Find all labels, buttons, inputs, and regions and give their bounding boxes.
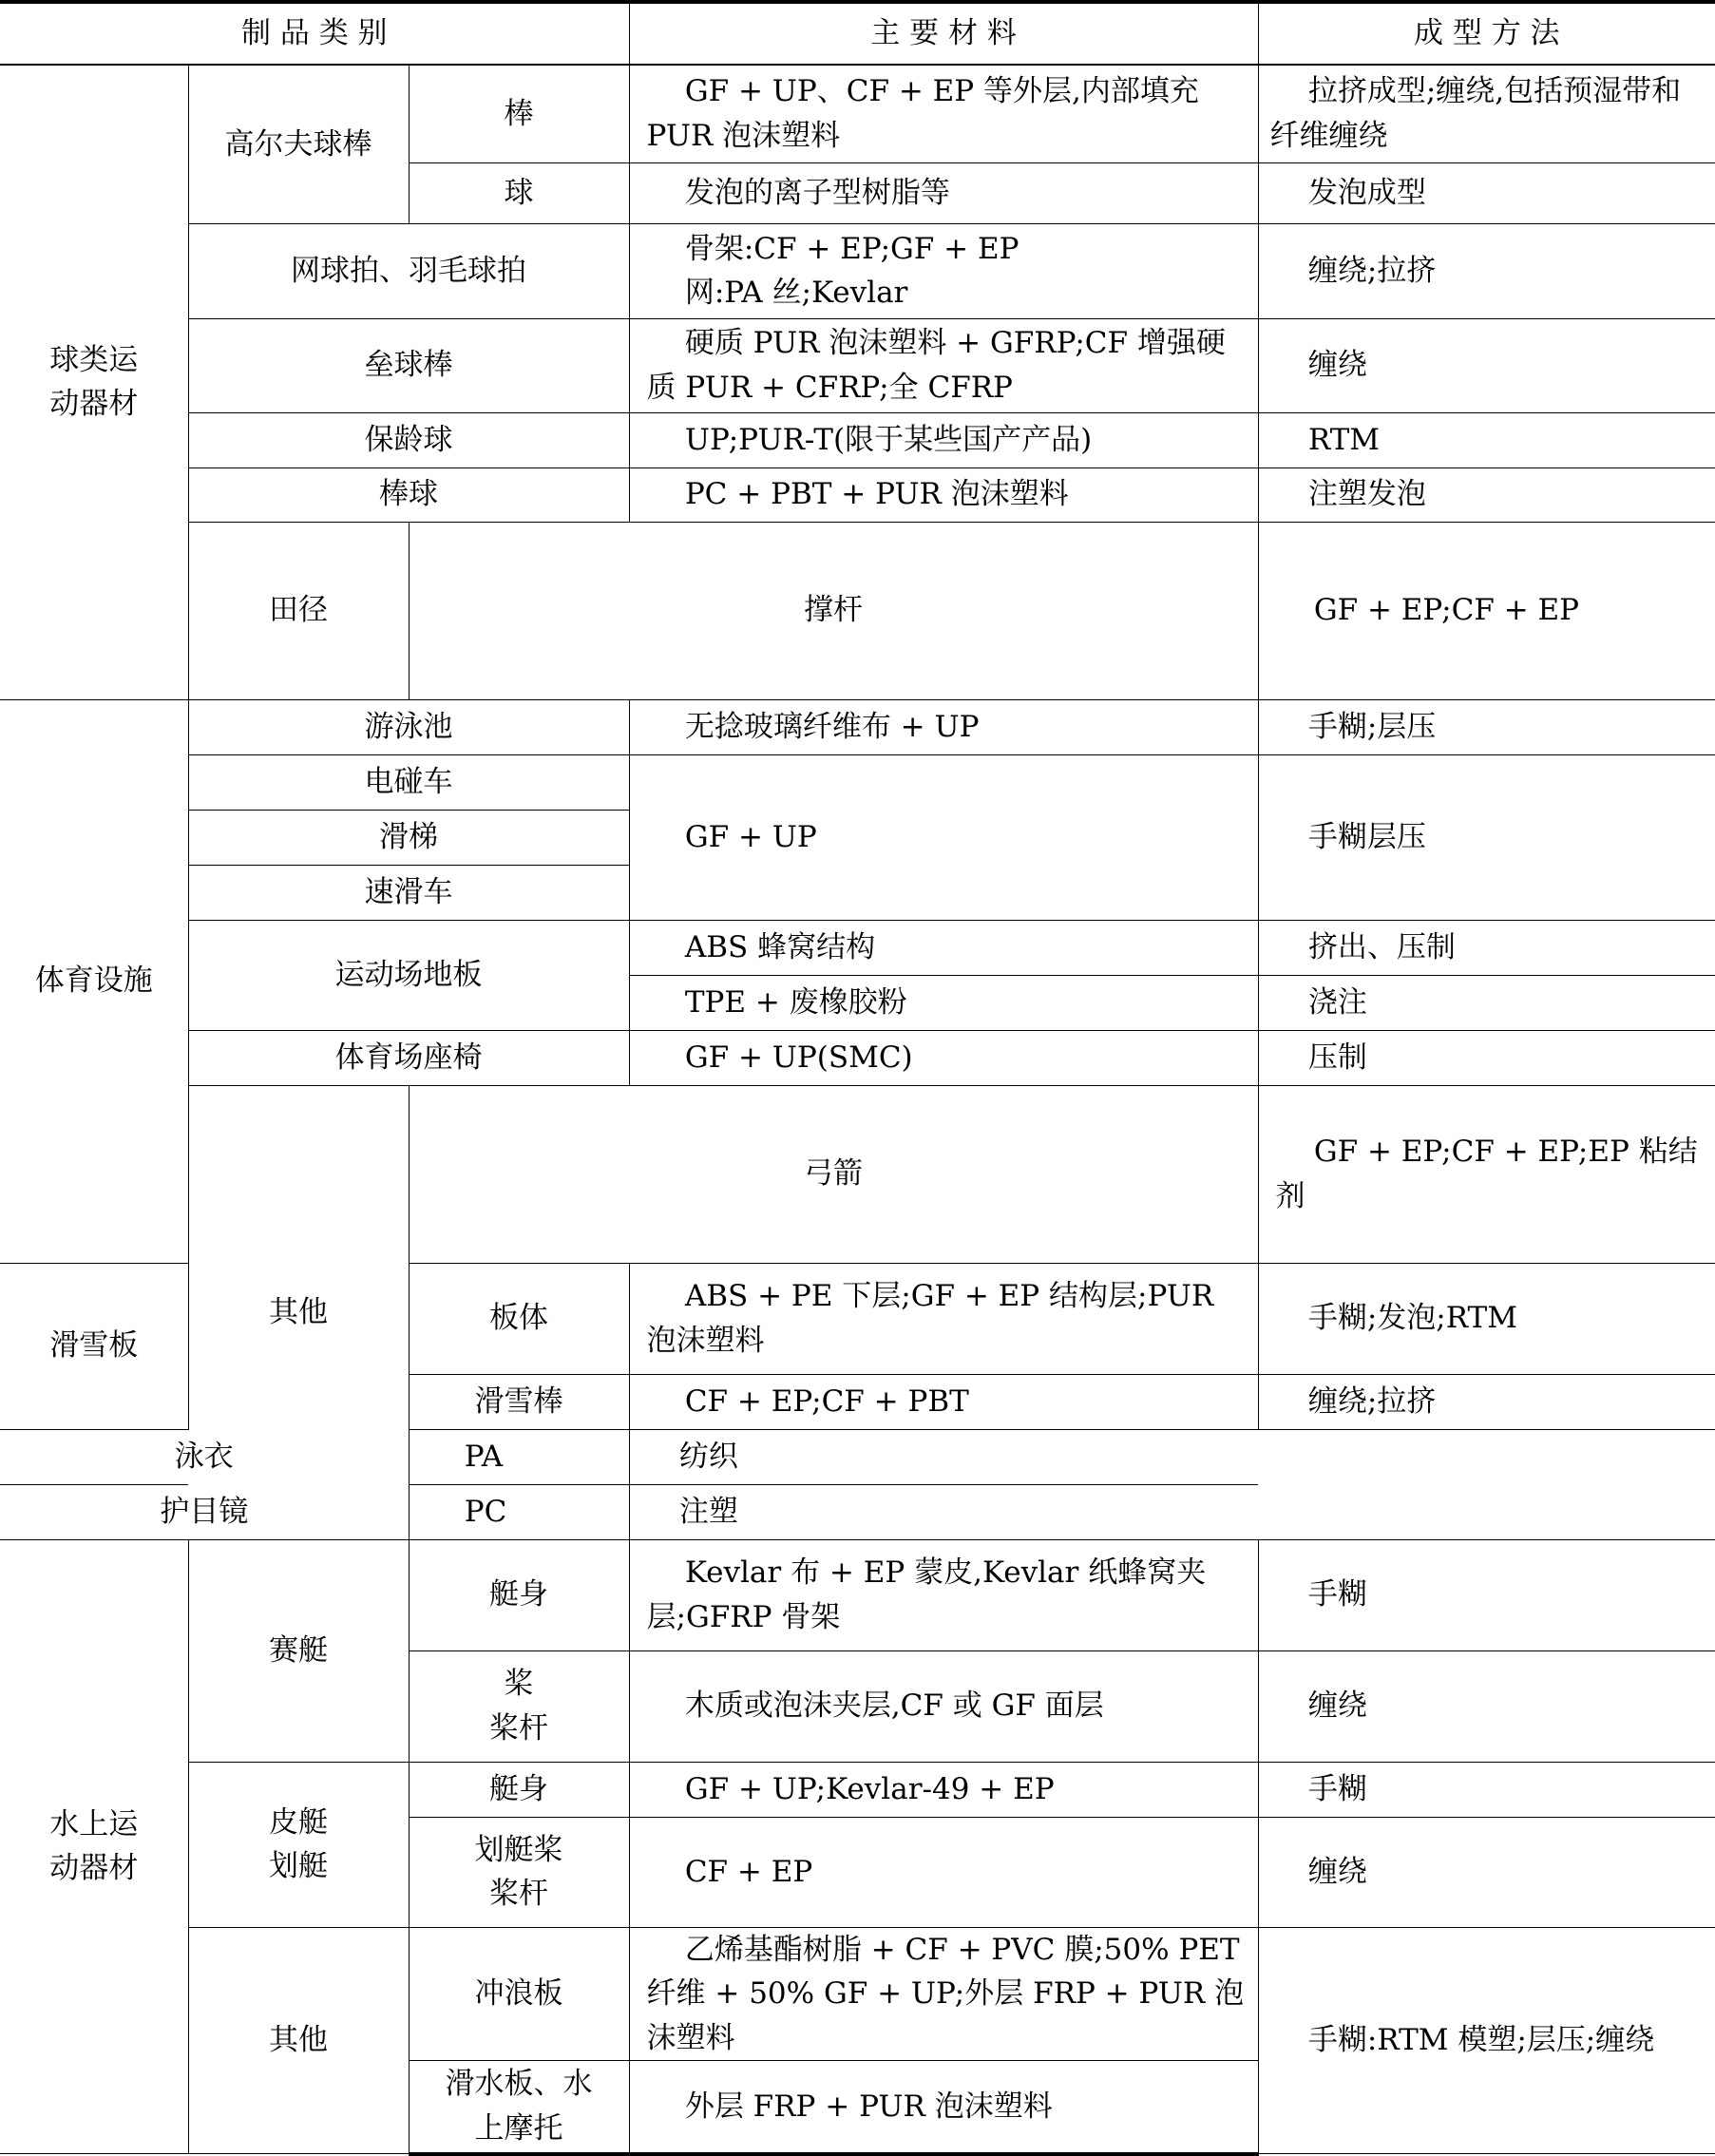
method-racket: 缠绕;拉挤 <box>1258 223 1715 318</box>
item-ski-board: 板体 <box>409 1263 629 1374</box>
material-fun: GF + UP <box>629 754 1258 920</box>
header-row <box>0 2 1715 65</box>
item-softball: 垒球棒 <box>188 318 629 412</box>
material-swimsuit: PA <box>409 1429 629 1484</box>
material-seat: GF + UP(SMC) <box>629 1030 1258 1085</box>
item-bow: 弓箭 <box>409 1085 1258 1263</box>
material-golf-club: GF + UP、CF + EP 等外层,内部填充 PUR 泡沫塑料 <box>629 65 1258 162</box>
item-hull: 艇身 <box>409 1539 629 1650</box>
material-bow: GF + EP;CF + EP;EP 粘结剂 <box>1258 1085 1715 1263</box>
table-row <box>0 754 1715 810</box>
material-pole: GF + EP;CF + EP <box>1258 522 1715 699</box>
table-row <box>0 318 1715 412</box>
material-softball: 硬质 PUR 泡沫塑料 + GFRP;CF 增强硬质 PUR + CFRP;全 CFRP <box>629 318 1258 412</box>
item-golf-ball: 球 <box>409 162 629 223</box>
material-racket-line1: 骨架:CF + EP;GF + EP <box>684 231 1019 266</box>
method-bowling: RTM <box>1258 412 1715 467</box>
item-golf: 高尔夫球棒 <box>188 65 409 223</box>
method-hull: 手糊 <box>1258 1539 1715 1650</box>
method-kayak-hull: 手糊 <box>1258 1762 1715 1817</box>
material-oar: 木质或泡沫夹层,CF 或 GF 面层 <box>629 1650 1258 1762</box>
table-row <box>0 522 1715 699</box>
group-track: 田径 <box>188 522 409 699</box>
item-goggles: 护目镜 <box>0 1484 409 1539</box>
material-golf-ball: 发泡的离子型树脂等 <box>629 162 1258 223</box>
material-baseball: PC + PBT + PUR 泡沫塑料 <box>629 467 1258 522</box>
method-ski-board: 手糊;发泡;RTM <box>1258 1263 1715 1374</box>
method-seat: 压制 <box>1258 1030 1715 1085</box>
item-racing-boat: 赛艇 <box>188 1539 409 1762</box>
method-ski-pole: 缠绕;拉挤 <box>1258 1374 1715 1429</box>
table-row <box>0 1030 1715 1085</box>
table-row <box>0 412 1715 467</box>
material-pool: 无捻玻璃纤维布 + UP <box>629 699 1258 754</box>
material-jetski: 外层 FRP + PUR 泡沫塑料 <box>629 2061 1258 2154</box>
material-kayak-hull: GF + UP;Kevlar-49 + EP <box>629 1762 1258 1817</box>
material-bowling: UP;PUR-T(限于某些国产产品) <box>629 412 1258 467</box>
material-racket <box>629 223 1258 318</box>
method-pool: 手糊;层压 <box>1258 699 1715 754</box>
item-paddle: 划艇桨 桨杆 <box>409 1817 629 1927</box>
header-method: 成 型 方 法 <box>1258 2 1715 65</box>
method-golf-club: 拉挤成型;缠绕,包括预湿带和纤维缠绕 <box>1258 65 1715 162</box>
item-bumper: 电碰车 <box>188 754 629 810</box>
item-pool: 游泳池 <box>188 699 629 754</box>
item-kayak: 皮艇 划艇 <box>188 1762 409 1927</box>
item-water-other: 其他 <box>188 1927 409 2154</box>
material-hull: Kevlar 布 + EP 蒙皮,Kevlar 纸蜂窝夹层;GFRP 骨架 <box>629 1539 1258 1650</box>
material-surf: 乙烯基酯树脂 + CF + PVC 膜;50% PET 纤维 + 50% GF + UP;外层 FRP + PUR 泡沫塑料 <box>629 1927 1258 2061</box>
method-floor-2: 浇注 <box>1258 975 1715 1030</box>
method-swimsuit: 纺织 <box>629 1429 1258 1484</box>
table-row <box>0 1429 1715 1484</box>
item-surf: 冲浪板 <box>409 1927 629 2061</box>
item-ski-pole: 滑雪棒 <box>409 1374 629 1429</box>
method-softball: 缠绕 <box>1258 318 1715 412</box>
item-kayak-hull: 艇身 <box>409 1762 629 1817</box>
group-ball: 球类运 动器材 <box>0 65 188 699</box>
item-golf-club: 棒 <box>409 65 629 162</box>
material-floor-2: TPE + 废橡胶粉 <box>629 975 1258 1030</box>
method-oar: 缠绕 <box>1258 1650 1715 1762</box>
table-row <box>0 223 1715 318</box>
item-floor: 运动场地板 <box>188 920 629 1030</box>
item-ski: 滑雪板 <box>0 1263 188 1429</box>
method-water-other: 手糊:RTM 模塑;层压;缠绕 <box>1258 1927 1715 2154</box>
method-paddle: 缠绕 <box>1258 1817 1715 1927</box>
item-jetski: 滑水板、水 上摩托 <box>409 2061 629 2154</box>
group-water: 水上运 动器材 <box>0 1539 188 2154</box>
item-baseball: 棒球 <box>188 467 629 522</box>
material-ski-pole: CF + EP;CF + PBT <box>629 1374 1258 1429</box>
table-row <box>0 1484 1715 1539</box>
item-pole: 撑杆 <box>409 522 1258 699</box>
method-goggles: 注塑 <box>629 1484 1258 1539</box>
item-slide: 滑梯 <box>188 810 629 865</box>
item-oar: 桨 桨杆 <box>409 1650 629 1762</box>
item-seat: 体育场座椅 <box>188 1030 629 1085</box>
table-row <box>0 65 1715 162</box>
method-floor-1: 挤出、压制 <box>1258 920 1715 975</box>
item-swimsuit: 泳衣 <box>0 1429 409 1484</box>
table-row <box>0 1927 1715 2061</box>
material-ski-board: ABS + PE 下层;GF + EP 结构层;PUR 泡沫塑料 <box>629 1263 1258 1374</box>
table-row <box>0 1762 1715 1817</box>
method-fun: 手糊层压 <box>1258 754 1715 920</box>
item-racket: 网球拍、羽毛球拍 <box>188 223 629 318</box>
group-facility: 体育设施 <box>0 699 188 1263</box>
material-paddle: CF + EP <box>629 1817 1258 1927</box>
header-material: 主 要 材 料 <box>629 2 1258 65</box>
table-row <box>0 1539 1715 1650</box>
table-row <box>0 467 1715 522</box>
item-speedcar: 速滑车 <box>188 865 629 920</box>
group-other: 其他 <box>188 1085 409 1539</box>
item-bowling: 保龄球 <box>188 412 629 467</box>
table-row <box>0 920 1715 975</box>
method-golf-ball: 发泡成型 <box>1258 162 1715 223</box>
header-category: 制 品 类 别 <box>0 2 629 65</box>
material-racket-line2: 网:PA 丝;Kevlar <box>684 276 908 310</box>
table-row <box>0 699 1715 754</box>
table-row <box>0 1085 1715 1263</box>
material-floor-1: ABS 蜂窝结构 <box>629 920 1258 975</box>
method-baseball: 注塑发泡 <box>1258 467 1715 522</box>
material-goggles: PC <box>409 1484 629 1539</box>
